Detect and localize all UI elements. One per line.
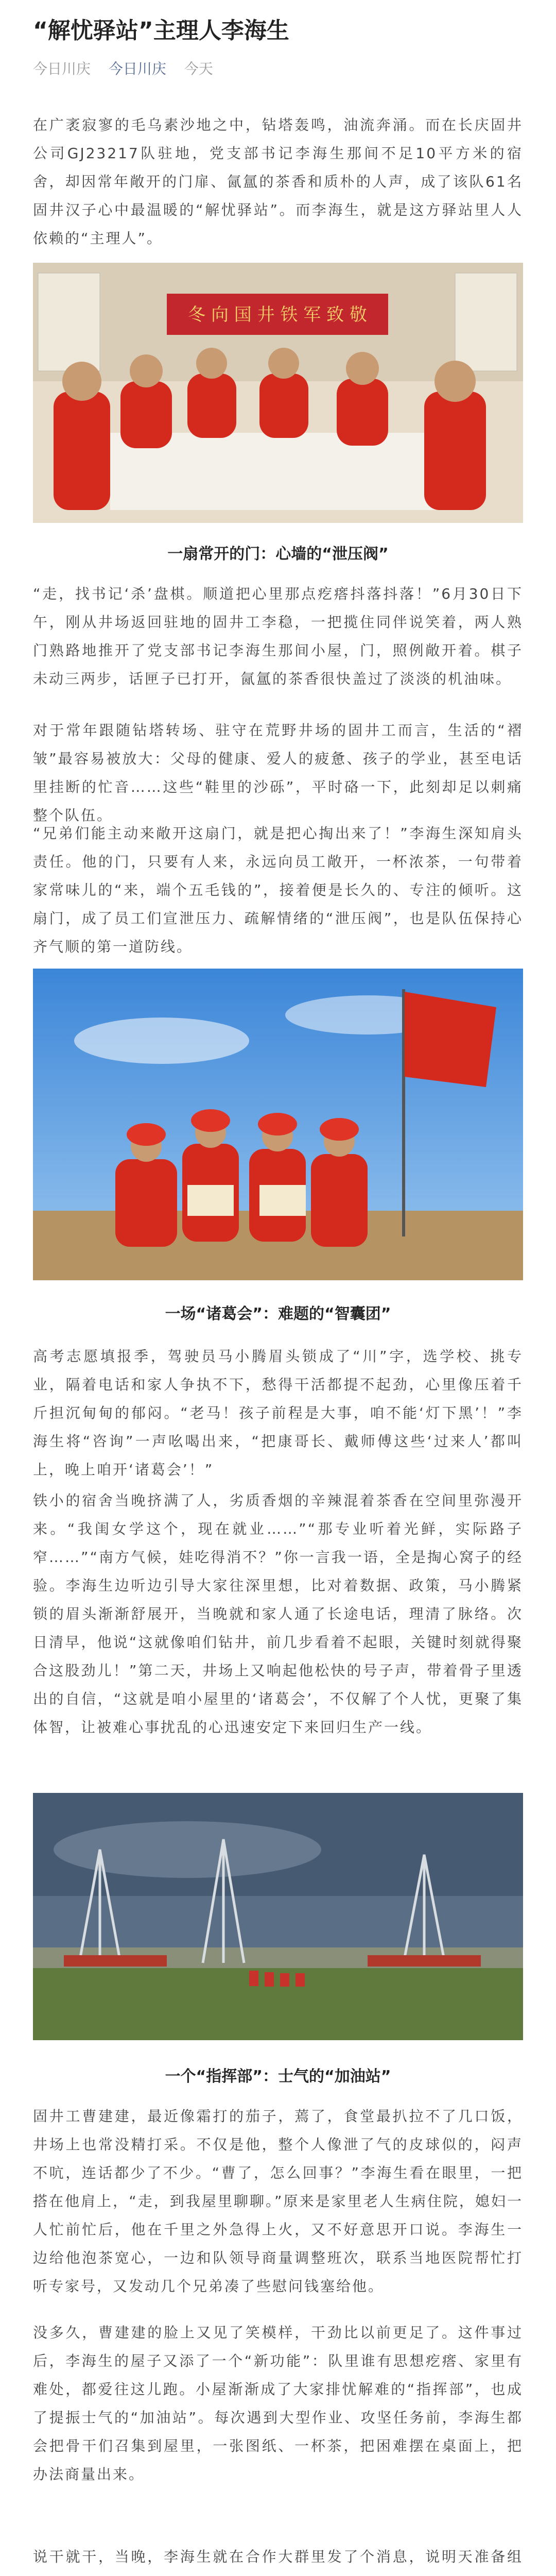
- workers-flag-photo: [33, 969, 523, 1280]
- banner-text: 冬 向 国 井 铁 军 致 敬: [188, 304, 367, 325]
- account-link[interactable]: 今日川庆: [108, 60, 166, 77]
- meeting-room-photo: [33, 263, 523, 523]
- paragraph-5: 铁小的宿舍当晚挤满了人，劣质香烟的辛辣混着茶香在空间里弥漫开来。“我闺女学这个，现在就业……”“那专业听着光鲜，实际路子窄……”“南方气候，娃吃得消不？”你一言我一语，全是掏心窝子的经验。李海生边听边引导大家往深里想，比对着数据、政策，马小腾紧锁的眉头渐渐舒展开，当晚就和家人通了长途电话，理清了脉络。次日清早，他说“这就像咱们钻井，前几步看着不起眼，关键时刻就得聚合这股劲儿！”第二天，井场上又响起他松快的号子声，带着骨子里透出的自信，“这就是咱小屋里的‘诸葛会’，不仅解了个人忧，更聚了集体智，让被难心事扰乱的心迅速安定下来回归生产一线。: [33, 1492, 523, 1736]
- section-heading-2: 一场“诸葛会”：难题的“智囊团”: [165, 1305, 391, 1323]
- article-meta: [33, 58, 227, 78]
- workers-flag-illustration: [33, 969, 523, 1280]
- section-heading-3: 一个“指挥部”：士气的“加油站”: [165, 2067, 391, 2086]
- paragraph-4: 高考志愿填报季，驾驶员马小腾眉头锁成了“川”字，选学校、挑专业，隔着电话和家人争执不下，愁得干活都提不起劲，心里像压着千斤担沉甸甸的郁闷。“老马！孩子前程是大事，咱不能‘灯下黑’！”李海生将“咨询”一声吆喝出来，“把康哥长、戴师傅这些‘过来人’都叫上，晚上咱开‘诸葛会’！”: [33, 1348, 523, 1478]
- section-heading-1: 一扇常开的门：心墙的“泄压阀”: [167, 545, 389, 563]
- author-label: 今日川庆: [33, 60, 91, 77]
- paragraph-2: 对于常年跟随钻塔转场、驻守在荒野井场的固井工而言，生活的“褶皱”最容易被放大：父母的健康、爱人的疲惫、孩子的学业，甚至电话里挂断的忙音……这些“鞋里的沙砾”，平时硌一下，此刻却足以刺痛整个队伍。: [33, 722, 523, 824]
- article-title: “解忧驿站”主理人李海生: [33, 18, 289, 44]
- paragraph-8: 说干就干，当晚，李海生就在合作大群里发了个消息，说明天准备组: [33, 2548, 523, 2565]
- publish-time: 今天: [184, 60, 213, 77]
- drilling-rigs-illustration: [33, 1793, 523, 2040]
- paragraph-7: 没多久，曹建建的脸上又见了笑模样，干劲比以前更足了。这件事过后，李海生的屋子又添了一个“新功能”：队里谁有思想疙瘩、家里有难处，都爱往这儿跑。小屋渐渐成了大家排忧解难的“指挥部”，也成了提振士气的“加油站”。每次遇到大型作业、攻坚任务前，李海生都会把骨干们召集到屋里，一张图纸、一杯茶，把困难摆在桌面上，把办法商量出来。: [33, 2324, 523, 2483]
- drilling-rigs-photo: [33, 1793, 523, 2040]
- paragraph-1: “走，找书记‘杀’盘棋。顺道把心里那点疙瘩抖落抖落！”6月30日下午，刚从井场返回驻地的固井工李稳，一把揽住同伴说笑着，两人熟门熟路地推开了党支部书记李海生那间小屋，门，照例敞开着。棋子未动三两步，话匣子已打开，氤氲的茶香很快盖过了淡淡的机油味。: [33, 585, 523, 687]
- paragraph-6: 固井工曹建建，最近像霜打的茄子，蔫了，食堂最扒拉不了几口饭，井场上也常没精打采。不仅是他，整个人像泄了气的皮球似的，闷声不吭，连话都少了不少。“曹了，怎么回事？”李海生看在眼里，一把搭在他肩上，“走，到我屋里聊聊。”原来是家里老人生病住院，媳妇一人忙前忙后，他在千里之外急得上火，又不好意思开口说。李海生一边给他泡茶宽心，一边和队领导商量调整班次，联系当地医院帮忙打听专家号，又发动几个兄弟凑了些慰问钱塞给他。: [33, 2108, 523, 2295]
- meeting-room-illustration: [33, 263, 523, 523]
- paragraph-3: “兄弟们能主动来敞开这扇门，就是把心掏出来了！”李海生深知肩头责任。他的门，只要有人来，永远向员工敞开，一杯浓茶，一句带着家常味儿的“来，端个五毛钱的”，接着便是长久的、专注的倾听。这扇门，成了员工们宣泄压力、疏解情绪的“泄压阀”，也是队伍保持心齐气顺的第一道防线。: [33, 825, 523, 955]
- intro-paragraph: 在广袤寂寥的毛乌素沙地之中，钻塔轰鸣，油流奔涌。而在长庆固井公司GJ23217队驻地，党支部书记李海生那间不足10平方米的宿舍，却因常年敞开的门扉、氤氲的茶香和质朴的人声，成了该队61名固井汉子心中最温暖的“解忧驿站”。而李海生，就是这方驿站里人人依赖的“主理人”。: [33, 116, 523, 247]
